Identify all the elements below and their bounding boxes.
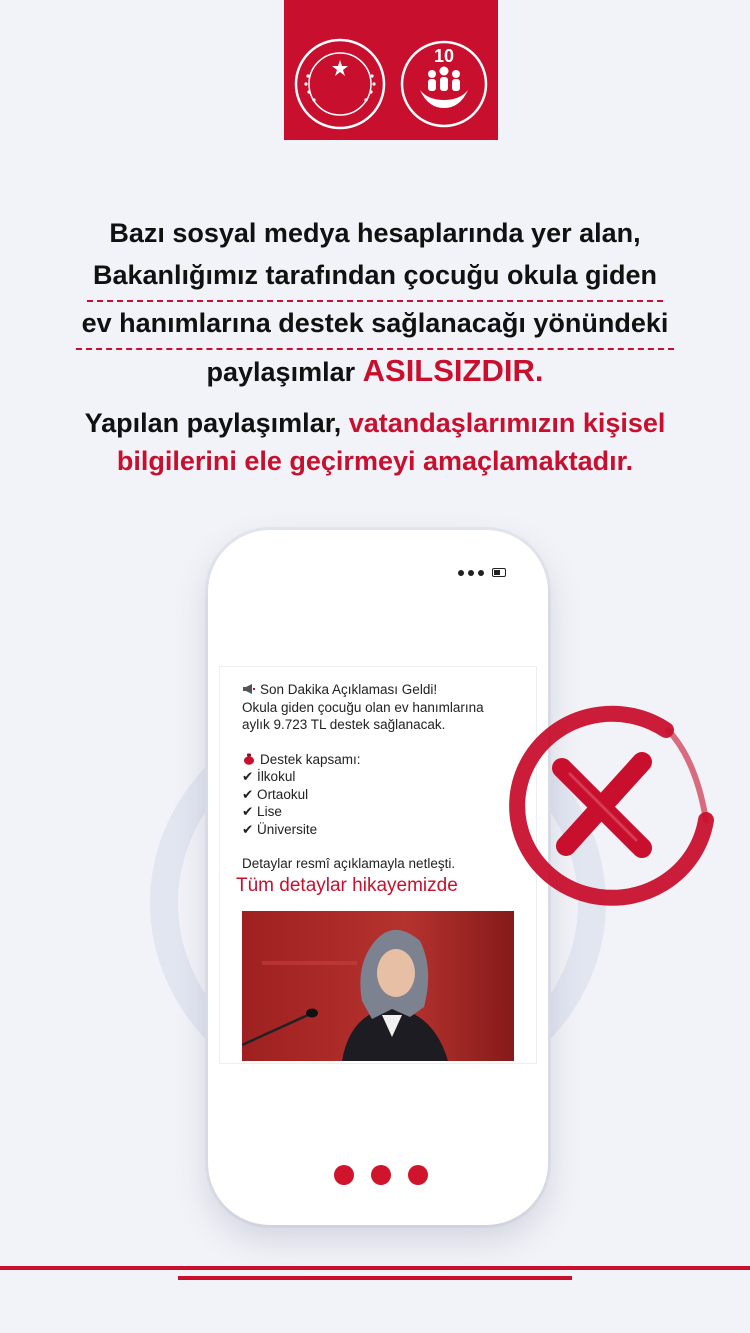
post-line-3: aylık 9.723 TL destek sağlanacak. [242,717,446,732]
post-line-2: Okula giden çocuğu olan ev hanımlarına [242,699,484,715]
post-line-1: Son Dakika Açıklaması Geldi! [260,682,438,697]
ministry-seal-icon [294,38,386,130]
post-cta: Tüm detaylar hikayemizde [236,875,458,896]
header-banner [284,0,498,140]
post-text [242,681,532,873]
warning-red-part-2: bilgilerini ele geçirmeyi amaçlamaktadır. [116,446,634,476]
bottom-rule [0,1266,750,1270]
warning-text [30,404,720,480]
headline-line-4-prefix: paylaşımlar [206,357,356,387]
dot-icon [408,1165,428,1185]
headline-line-3: ev hanımlarına destek sağlanacağı yönündeki [76,302,675,350]
dot-icon [371,1165,391,1185]
scope-item: ✔ Üniversite [242,821,318,837]
family-year-logo-icon [398,38,490,130]
status-dot-icon [458,570,464,576]
scope-item: ✔ İlkokul [242,769,296,784]
money-bag-icon [242,753,256,765]
headline-line-2: Bakanlığımız tarafından çocuğu okula giden [87,254,663,302]
scope-title: Destek kapsamı: [260,751,361,767]
megaphone-icon [242,683,256,695]
false-x-stamp-icon [496,700,716,910]
battery-icon [492,568,506,577]
status-bar [458,568,506,577]
bottom-rule-short [178,1276,572,1280]
post-footer: Detaylar resmî açıklamayla netleşti. [242,856,456,871]
post-photo [242,911,514,1061]
headline-line-1: Bazı sosyal medya hesaplarında yer alan, [109,218,641,248]
warning-red-part-1: vatandaşlarımızın kişisel [348,408,666,438]
dot-icon [334,1165,354,1185]
warning-prefix: Yapılan paylaşımlar, [84,408,342,438]
status-dot-icon [478,570,484,576]
logo-number: 10 [433,46,455,66]
scope-item: ✔ Ortaokul [242,786,309,802]
headline-emphasis: ASILSIZDIR. [362,353,544,388]
status-dot-icon [468,570,474,576]
headline-line-4 [30,350,720,393]
scope-item: ✔ Lise [242,804,282,819]
headline [30,212,720,393]
portrait-image [242,911,514,1061]
pagination-dots [334,1165,428,1185]
fake-post-card [220,667,536,1063]
